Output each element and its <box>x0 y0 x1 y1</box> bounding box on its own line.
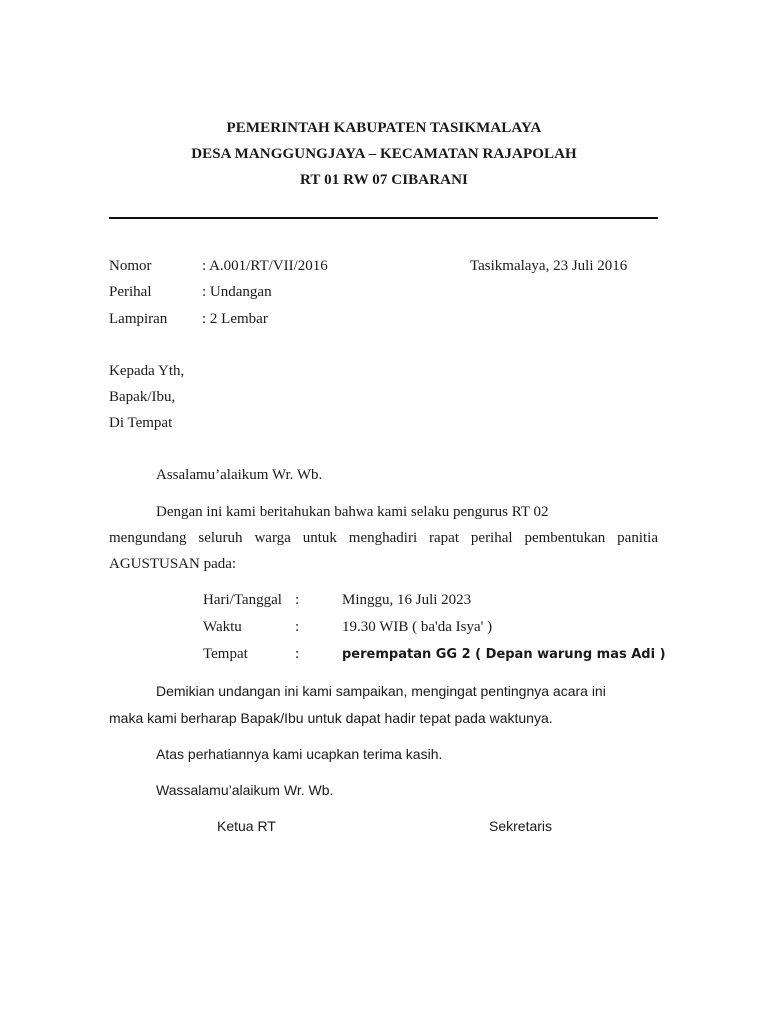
paragraph-1-line-1: Dengan ini kami beritahukan bahwa kami selaku pengurus RT 02 <box>156 504 549 520</box>
thanks-line: Atas perhatiannya kami ucapkan terima kasih. <box>156 746 443 762</box>
lampiran-label: Lampiran <box>109 311 168 327</box>
nomor-label: Nomor <box>109 258 152 274</box>
letterhead-line-1: PEMERINTAH KABUPATEN TASIKMALAYA <box>226 120 542 136</box>
event-day-colon: : <box>295 592 300 608</box>
event-time-label: Waktu <box>203 619 242 635</box>
letterhead-divider <box>109 217 658 219</box>
recipient-line-1: Kepada Yth, <box>109 363 185 379</box>
event-day-label: Hari/Tanggal <box>203 592 282 608</box>
event-place-label: Tempat <box>203 646 248 662</box>
place-date: Tasikmalaya, 23 Juli 2016 <box>470 258 628 274</box>
paragraph-1-line-3: AGUSTUSAN pada: <box>109 556 237 572</box>
perihal-value: : Undangan <box>202 284 272 300</box>
signature-sekretaris: Sekretaris <box>489 818 553 834</box>
recipient-line-2: Bapak/Ibu, <box>109 389 176 405</box>
event-place-colon: : <box>295 646 300 662</box>
greeting: Assalamu’alaikum Wr. Wb. <box>156 467 323 483</box>
lampiran-value: : 2 Lembar <box>202 311 268 327</box>
recipient-line-3: Di Tempat <box>109 415 173 431</box>
paragraph-1-line-2: mengundang seluruh warga untuk menghadiri rapat perihal pembentukan panitia <box>109 530 658 546</box>
letterhead-line-3: RT 01 RW 07 CIBARANI <box>300 172 468 188</box>
signature-ketua-rt: Ketua RT <box>217 818 276 834</box>
perihal-label: Perihal <box>109 284 152 300</box>
event-day-value: Minggu, 16 Juli 2023 <box>342 592 472 608</box>
letterhead-line-2: DESA MANGGUNGJAYA – KECAMATAN RAJAPOLAH <box>191 146 577 162</box>
paragraph-2-line-1: Demikian undangan ini kami sampaikan, mengingat pentingnya acara ini <box>156 683 606 699</box>
nomor-value: : A.001/RT/VII/2016 <box>202 258 328 274</box>
event-place-value: perempatan GG 2 ( Depan warung mas Adi ) <box>342 647 666 662</box>
event-time-colon: : <box>295 619 300 635</box>
paragraph-2-line-2: maka kami berharap Bapak/Ibu untuk dapat hadir tepat pada waktunya. <box>109 710 553 726</box>
closing-greeting: Wassalamu’alaikum Wr. Wb. <box>156 782 334 798</box>
event-time-value: 19.30 WIB ( ba'da Isya' ) <box>342 619 493 635</box>
